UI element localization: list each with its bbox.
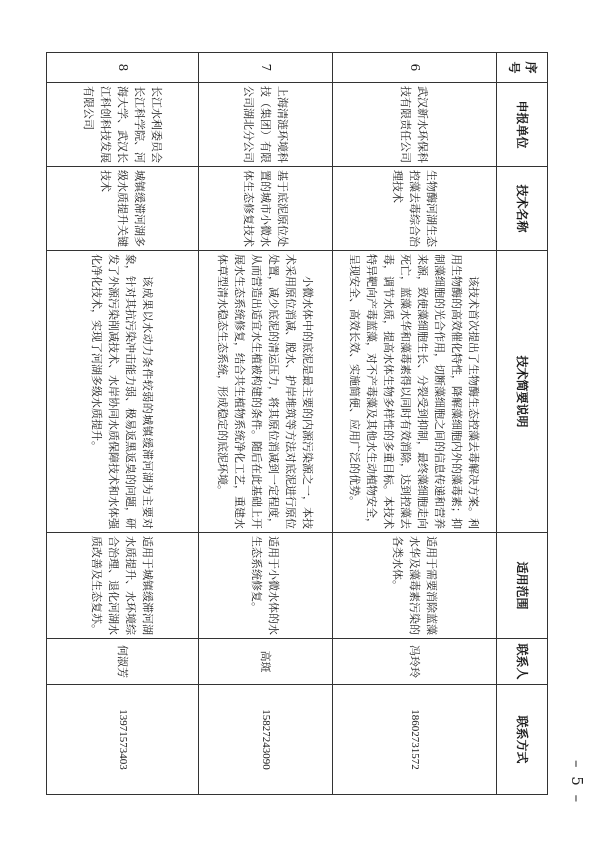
table-row [333,53,497,795]
cell-contact: 冯玲玲 [333,639,497,685]
header-contact: 联系人 [497,639,548,685]
header-row [497,53,548,795]
header-scope: 适用范围 [497,533,548,639]
cell-desc [47,251,199,533]
cell-contact: 何淑芳 [47,639,199,685]
cell-unit: 长江水利委员会长江科学院、河海大学、武汉长江科创科技发展有限公司 [47,83,199,167]
cell-name: 城镇缓滞河湖多级水质提升关键技术 [47,167,199,251]
cell-desc-text: 该成果以水动力条件较弱的城镇缓滞河湖为主要对象，针对其抗污染冲击能力弱、极易返黑返臭的问题，研发了外源污染削减技术、水岸协同水质保障技术和水体强化净化技术，实现了河湖多级水质提升。 [90,254,155,529]
cell-seq: 6 [333,53,497,83]
cell-unit: 上海清涟环境科技（集团）有限公司湖北分公司 [199,83,333,167]
cell-phone: 15827243090 [199,685,333,795]
cell-phone: 18602731572 [333,685,497,795]
cell-seq: 7 [199,53,333,83]
cell-desc-text: 该技术首次提出了生物酶生态控藻去毒解决方案。利用生物酶的高效催化特性，降解藻细胞内外的藻毒素；抑制藻细胞的光合作用，切断藻细胞之间的信息传递和营养来源，致使藻细胞生长、分裂受到抑制，最终藻细胞走向死亡，蓝藻水华和藻毒素得以同时有效消除，达到控藻去毒，调节水质，提高水体生物多样性的多重目标。本技术特异靶向产毒蓝藻，对不产毒藻及其他水生动植物安全，呈现安全、高效长效、实施简便、应用广泛的优势。 [348,254,481,529]
header-name: 技术名称 [497,167,548,251]
cell-scope: 适用于城镇缓滞河湖水质提升、水环境综合治理、退化河湖水质改善及生态复苏。 [47,533,199,639]
cell-desc-text: 小微水体中的底泥是最主要的内源污染源之一，本技术采用原位消减、脱水、护岸堆筑等方法对底泥进行原位处置，减少底泥的清运压力，将其原位消减到一定程度，从而营造出适宜水生植被构建的条件。随后在此基础上开展水生态系统修复，结合共生植物系统净化工艺，重建水体草型清水稳态生态系统，形成稳定的底泥环境。 [216,254,315,529]
cell-phone: 13971573403 [47,685,199,795]
header-desc: 技术简要说明 [497,251,548,533]
cell-contact: 高斑 [199,639,333,685]
header-phone: 联系方式 [497,685,548,795]
cell-scope: 适用于小微水体的水生态系统修复。 [199,533,333,639]
cell-unit: 武汉新水环保科技有限责任公司 [333,83,497,167]
cell-scope: 适用于需要消除蓝藻水华及藻毒素污染的各类水体。 [333,533,497,639]
cell-seq: 8 [47,53,199,83]
cell-name: 基于底泥原位处置的城市小微水体生态修复技术 [199,167,333,251]
technology-table [46,52,548,795]
header-unit: 申报单位 [497,83,548,167]
page-number: – 5 – [568,760,586,805]
table-row [199,53,333,795]
table-row [47,53,199,795]
cell-desc [199,251,333,533]
cell-desc [333,251,497,533]
cell-name: 生物酶河湖生态控藻去毒综合治理技术 [333,167,497,251]
header-seq: 序号 [497,53,548,83]
